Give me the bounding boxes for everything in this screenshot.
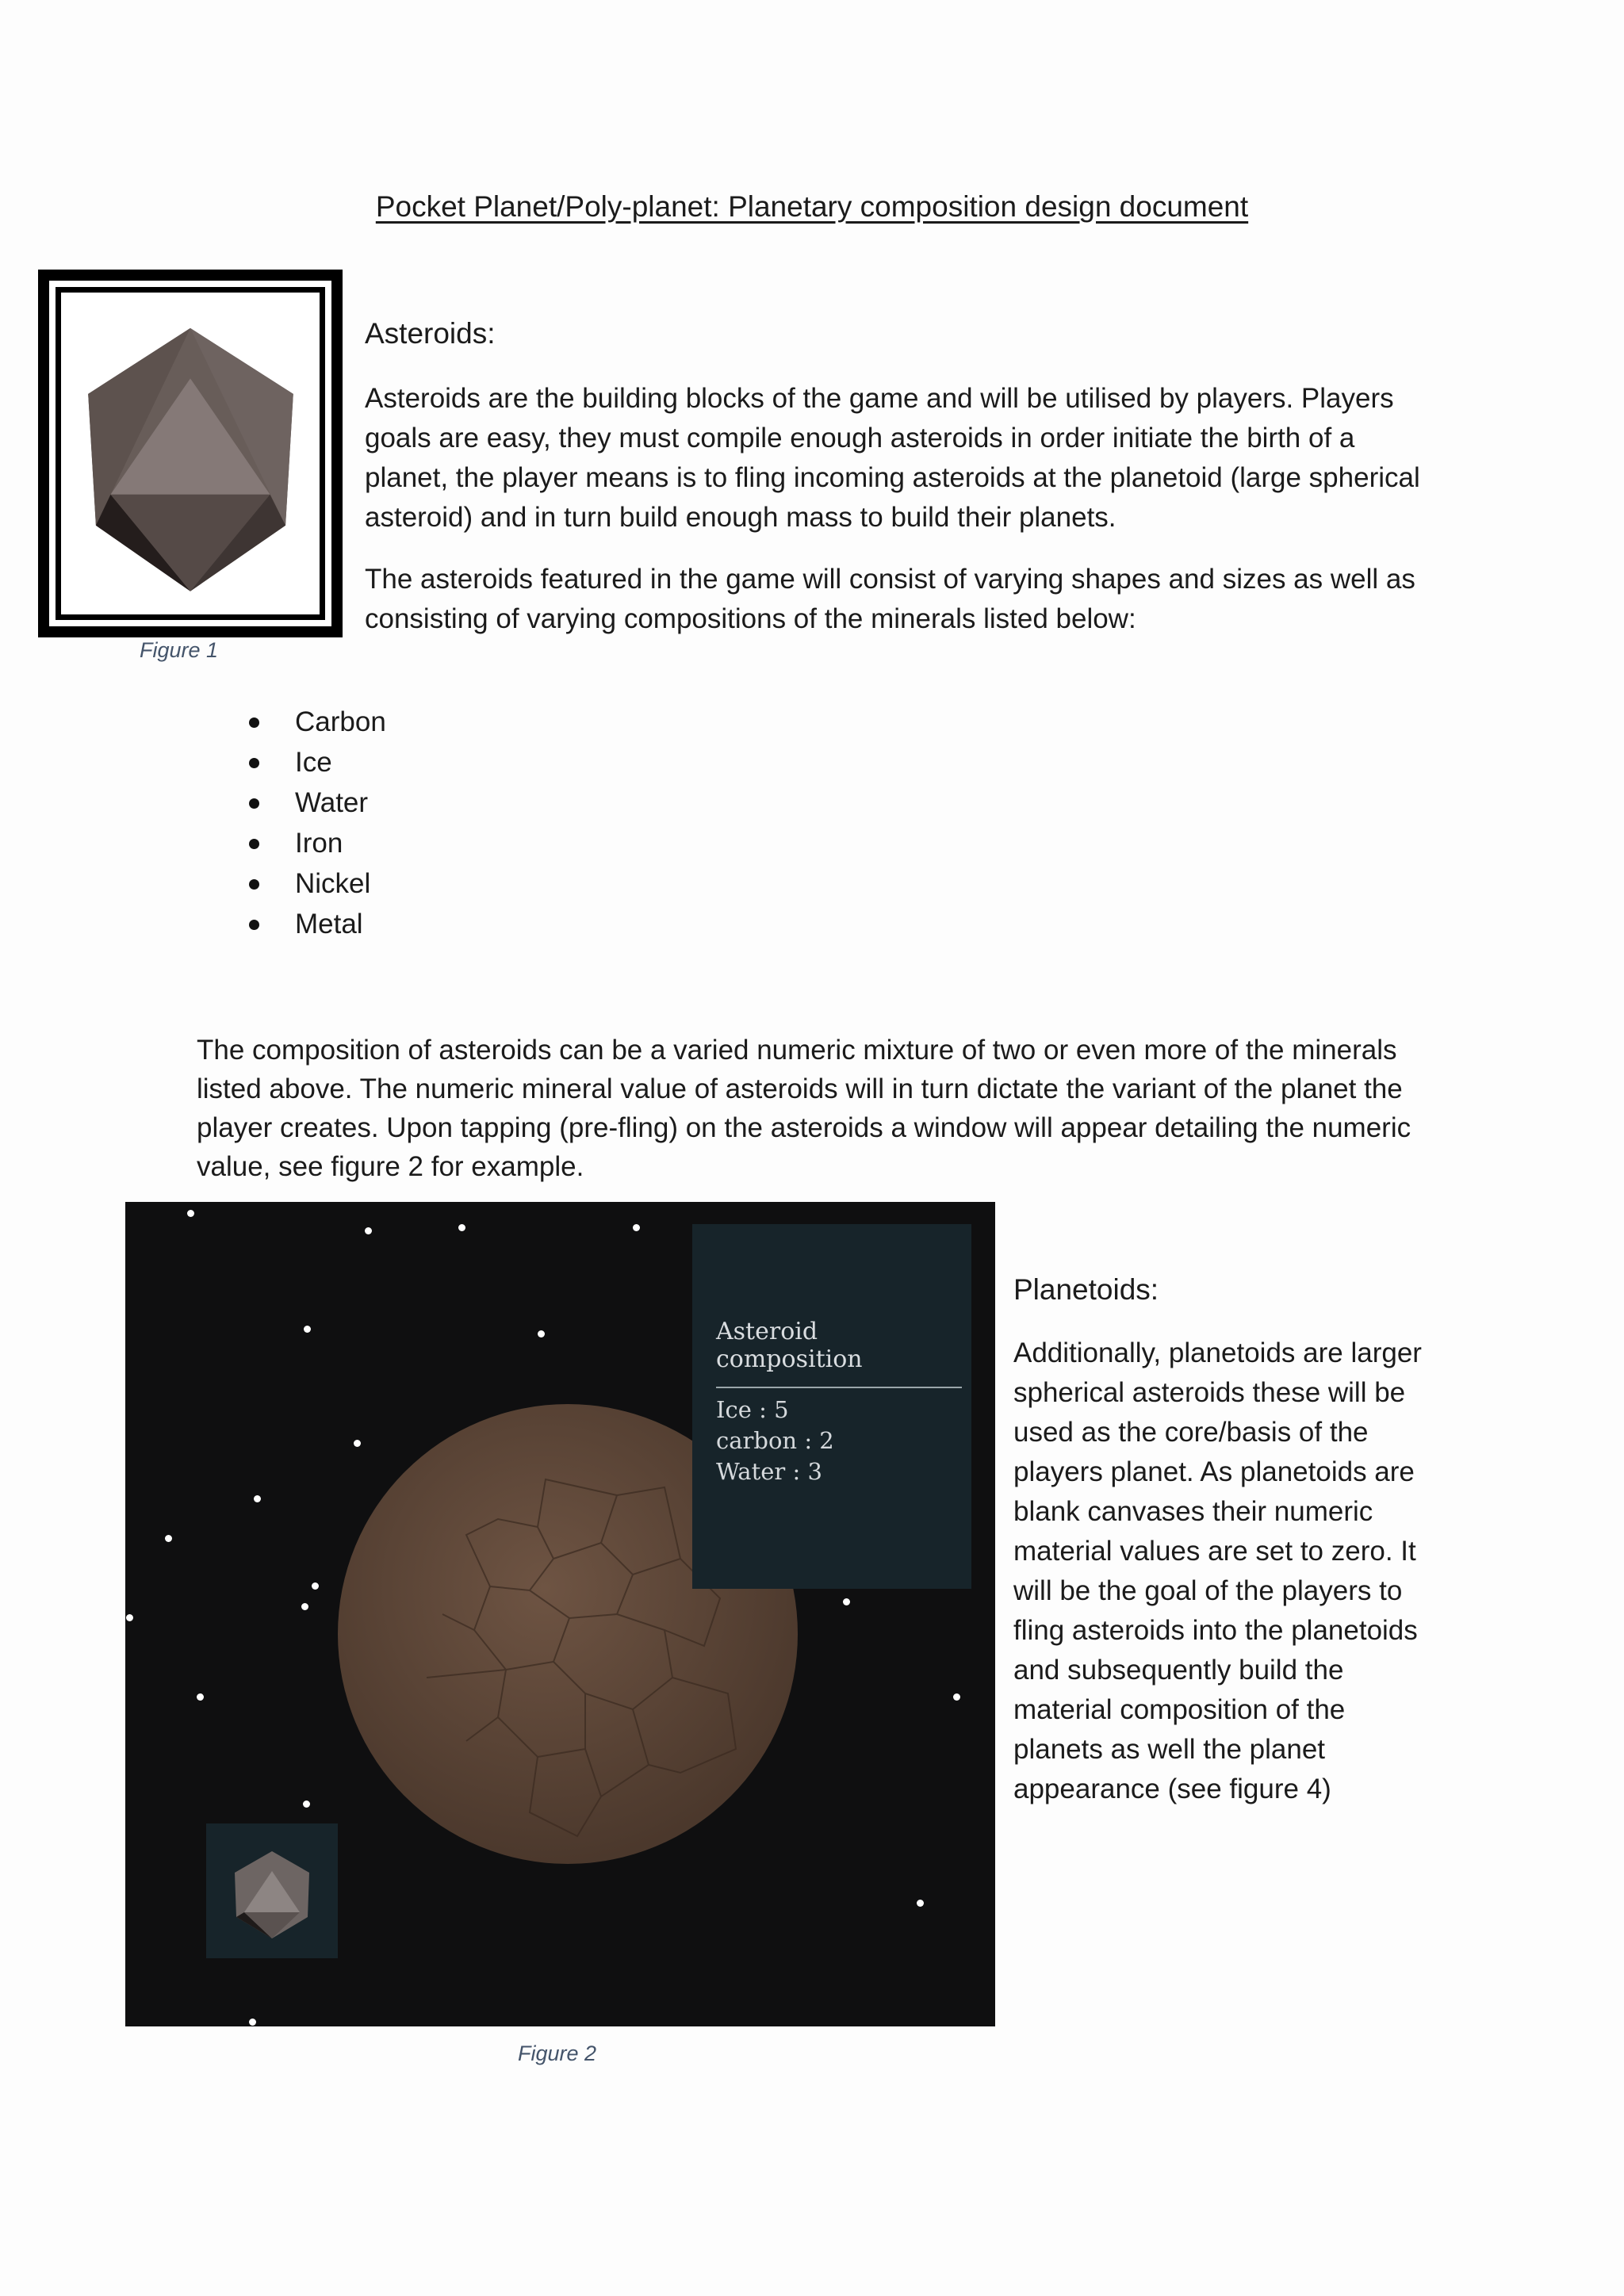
- text-line: will be the goal of the players to: [1013, 1575, 1403, 1606]
- small-asteroid-icon: [206, 1823, 338, 1958]
- text-line: fling asteroids into the planetoids: [1013, 1615, 1418, 1646]
- text-line: planet, the player means is to fling incoming asteroids at the planetoid (large spherical: [365, 462, 1420, 493]
- planetoids-heading: Planetoids:: [1013, 1273, 1159, 1306]
- text-line: material composition of the: [1013, 1694, 1346, 1725]
- list-item: Ice: [238, 742, 386, 783]
- text-line: players planet. As planetoids are: [1013, 1456, 1415, 1487]
- figure-2-caption: Figure 2: [518, 2042, 597, 2065]
- text-line: appearance (see figure 4): [1013, 1774, 1331, 1804]
- text-line: planets as well the planet: [1013, 1734, 1326, 1765]
- text-line: asteroid) and in turn build enough mass to build their planets.: [365, 502, 1116, 533]
- document-title: Pocket Planet/Poly-planet: Planetary composition design document: [375, 190, 1249, 223]
- text-line: blank canvases their numeric: [1013, 1496, 1373, 1527]
- list-item: Metal: [238, 904, 386, 944]
- text-line: The composition of asteroids can be a varied numeric mixture of two or even more of the minerals: [197, 1035, 1397, 1066]
- composition-paragraph: [197, 1031, 1497, 1186]
- text-line: listed above. The numeric mineral value of asteroids will in turn dictate the variant of the planet the: [197, 1073, 1403, 1104]
- planetoids-paragraph: [1013, 1334, 1521, 1809]
- list-item: Nickel: [238, 863, 386, 904]
- asteroids-paragraph-2: [365, 560, 1491, 639]
- composition-row: Ice : 5: [716, 1396, 789, 1423]
- list-item: Iron: [238, 823, 386, 863]
- asteroids-paragraph-1: [365, 379, 1491, 538]
- text-line: goals are easy, they must compile enough asteroids in order initiate the birth of a: [365, 423, 1355, 453]
- text-line: value, see figure 2 for example.: [197, 1151, 584, 1182]
- panel-title: Asteroid composition: [716, 1318, 863, 1373]
- minerals-list: [238, 702, 386, 944]
- figure-1-frame: [38, 270, 343, 637]
- asteroid-selection-box[interactable]: [206, 1823, 338, 1958]
- figure-1-caption: Figure 1: [140, 638, 219, 662]
- text-line: Additionally, planetoids are larger: [1013, 1337, 1422, 1368]
- list-item: Water: [238, 783, 386, 823]
- asteroids-heading: Asteroids:: [365, 317, 496, 350]
- text-line: and subsequently build the: [1013, 1655, 1344, 1686]
- text-line: consisting of varying compositions of the minerals listed below:: [365, 603, 1136, 634]
- composition-row: Water : 3: [716, 1458, 822, 1485]
- text-line: spherical asteroids these will be: [1013, 1377, 1406, 1408]
- asteroid-composition-panel: [692, 1224, 971, 1589]
- list-item: Carbon: [238, 702, 386, 742]
- text-line: used as the core/basis of the: [1013, 1417, 1369, 1448]
- icosahedron-asteroid-image: [61, 293, 320, 614]
- text-line: material values are set to zero. It: [1013, 1536, 1416, 1567]
- composition-row: carbon : 2: [716, 1427, 834, 1454]
- text-line: The asteroids featured in the game will consist of varying shapes and sizes as well as: [365, 564, 1415, 595]
- figure-2-game-screenshot: [125, 1202, 995, 2026]
- panel-divider: [716, 1387, 962, 1388]
- text-line: Asteroids are the building blocks of the game and will be utilised by players. Players: [365, 383, 1394, 414]
- text-line: player creates. Upon tapping (pre-fling) on the asteroids a window will appear detailing the numeric: [197, 1112, 1411, 1143]
